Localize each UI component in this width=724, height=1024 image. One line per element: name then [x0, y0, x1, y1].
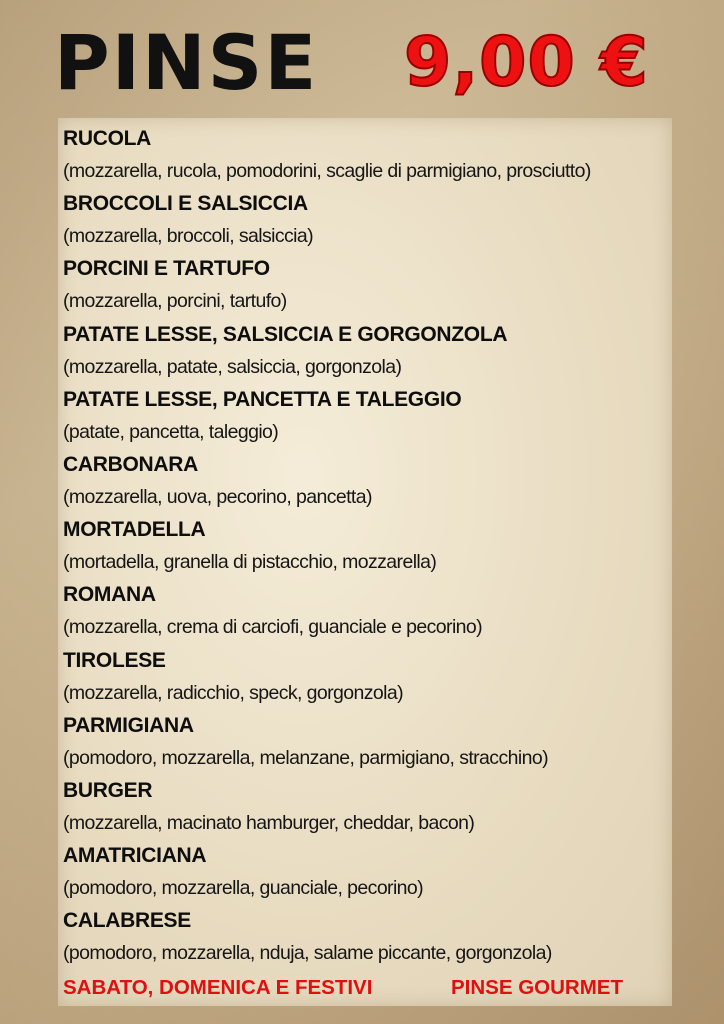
menu-item: [63, 646, 673, 711]
pinsa-ingredients: (pomodoro, mozzarella, guanciale, pecorino): [63, 877, 424, 900]
pinsa-name: PATATE LESSE, PANCETTA E TALEGGIO: [63, 387, 462, 411]
pinsa-ingredients: (mozzarella, radicchio, speck, gorgonzola): [63, 681, 404, 704]
pinsa-ingredients: (mozzarella, macinato hamburger, cheddar, bacon): [63, 811, 475, 834]
pinsa-name: MORTADELLA: [63, 518, 206, 542]
pinsa-ingredients: (patate, pancetta, taleggio): [63, 420, 279, 443]
menu-item: [63, 580, 673, 645]
menu-item: [63, 385, 673, 450]
pinsa-ingredients: (mozzarella, rucola, pomodorini, scaglie di parmigiano, prosciutto): [63, 160, 591, 182]
menu-header: [0, 0, 724, 118]
menu-item: [63, 906, 673, 971]
menu-item: [63, 515, 673, 580]
menu-item: [63, 711, 673, 776]
menu-footer: [63, 972, 673, 1004]
pinsa-name: AMATRICIANA: [63, 844, 207, 868]
pinsa-ingredients: (pomodoro, mozzarella, melanzane, parmigiano, stracchino): [63, 746, 548, 769]
pinsa-ingredients: (mozzarella, crema di carciofi, guanciale e pecorino): [63, 616, 483, 639]
pinsa-name: BROCCOLI E SALSICCIA: [63, 192, 308, 216]
pinsa-ingredients: (mozzarella, broccoli, salsiccia): [63, 225, 314, 248]
menu-price: 9,00 €: [404, 23, 649, 102]
menu-item: [63, 254, 673, 319]
footer-gourmet: PINSE GOURMET: [451, 976, 623, 999]
menu-item: [63, 124, 673, 189]
menu-item: [63, 776, 673, 841]
pinsa-ingredients: (mozzarella, patate, salsiccia, gorgonzola): [63, 355, 402, 378]
pinsa-name: CARBONARA: [63, 452, 198, 476]
pinsa-name: PORCINI E TARTUFO: [63, 257, 270, 281]
pinsa-name: ROMANA: [63, 583, 156, 607]
menu-item: [63, 841, 673, 906]
pinsa-ingredients: (pomodoro, mozzarella, nduja, salame piccante, gorgonzola): [63, 942, 552, 965]
pinsa-name: PATATE LESSE, SALSICCIA E GORGONZOLA: [63, 322, 508, 346]
pinsa-name: BURGER: [63, 778, 153, 802]
pinsa-ingredients: (mozzarella, porcini, tartufo): [63, 290, 287, 313]
pinsa-name: TIROLESE: [63, 648, 166, 672]
pinsa-ingredients: (mortadella, granella di pistacchio, mozzarella): [63, 551, 437, 574]
footer-days: SABATO, DOMENICA E FESTIVI: [63, 976, 373, 999]
pinsa-name: RUCOLA: [63, 127, 152, 150]
menu-item: [63, 450, 673, 515]
menu-title: PINSE: [54, 18, 319, 107]
pinse-list: [63, 124, 673, 971]
menu-item: [63, 320, 673, 385]
menu-item: [63, 189, 673, 254]
pinsa-ingredients: (mozzarella, uova, pecorino, pancetta): [63, 485, 372, 508]
pinsa-name: PARMIGIANA: [63, 713, 194, 737]
pinsa-name: CALABRESE: [63, 909, 191, 933]
